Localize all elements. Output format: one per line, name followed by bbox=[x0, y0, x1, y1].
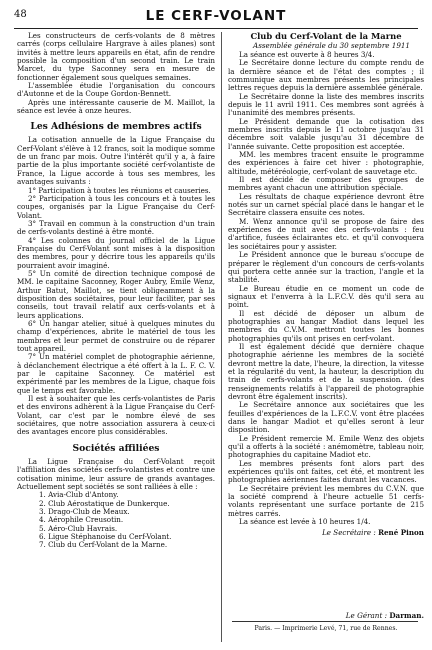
societe-item: 7. Club du Cerf-Volant de la Marne. bbox=[39, 540, 168, 550]
societe-item: 2. Club Aérostatique de Dunkerque. bbox=[39, 498, 170, 508]
minutes-paragraph: MM. les membres tracent ensuite le programme des expériences à faire cet hiver : photographie, altitude, météréologie, cerf-volant de sauvetage etc. bbox=[228, 150, 424, 176]
footer-rule bbox=[232, 621, 418, 622]
minutes-paragraph: Le Secrétaire donne la liste des membres inscrits depuis le 11 avril 1911. Ces membres sont agréés à l'unanimité des membres présents. bbox=[228, 91, 424, 118]
left-column bbox=[17, 32, 215, 648]
societes-intro: La Ligue Française du Cerf-Volant reçoit l'affiliation des sociétés cerfs-volantistes et contre une cotisation minime, leur assure de grands avantages. Actuellement sept sociétés se sont ralliées à elle : bbox=[17, 456, 215, 491]
minutes-paragraph: Il est également décidé que dernière chaque photographie aérienne les membres de la société devront mettre la date, l'heure, la direction, la vitesse et la régularité du vent, la hauteur, la description du train de cerfs-volants et de la suspension. (des renseignements relatifs à l'appareil de photographie devront être également inscrits). bbox=[228, 341, 424, 401]
minutes-paragraph: Le Bureau étudie en ce moment un code de signaux et l'enverra à la L.F.C.V. dès qu'il sera au point. bbox=[228, 283, 424, 310]
minutes-paragraph: Il est décidé de déposer un album de photographies au hangar Madiot dans lequel les membres du C.V.M. mettront toutes les bonnes photographies qu'ils ont prises en cerf-volant. bbox=[228, 308, 424, 343]
printer-line: Paris. — Imprimerie Levé, 71, rue de Rennes. bbox=[254, 625, 398, 632]
intro-paragraph: Après une intéressante causerie de M. Maillot, la séance est levée à onze heures. bbox=[17, 97, 215, 116]
advantage-item: 6° Un hangar atelier, situé à quelques minutes du champ d'expériences, abrite le matériel de tous les membres et leur permet de construire ou de réparer tout appareil. bbox=[17, 319, 215, 354]
signature-prefix: Le Secrétaire : bbox=[322, 527, 379, 537]
gerant-line bbox=[228, 611, 424, 620]
signature-name: René Pinon bbox=[378, 527, 424, 537]
column-divider bbox=[221, 32, 222, 642]
societe-item: 4. Aérophile Creusotin. bbox=[39, 515, 124, 525]
secretary-signature bbox=[228, 529, 424, 537]
advantage-item: 1° Participation à toutes les réunions et causeries. bbox=[28, 185, 211, 195]
advantage-item: 3° Travail en commun à la construction d'un train de cerfs-volants destiné à être monté. bbox=[17, 218, 215, 237]
club-heading: Club du Cerf-Volant de la Marne bbox=[250, 32, 402, 41]
societe-item: 6. Ligue Stéphanoise du Cerf-Volant. bbox=[39, 531, 172, 541]
minutes-paragraph: Le Secrétaire donne lecture du compte rendu de la dernière séance et de l'état des comptes ; il communique aux membres présents les principales lettres reçues depuis la dernière assemblée générale. bbox=[228, 58, 424, 93]
page-number: 48 bbox=[14, 9, 27, 20]
advantage-item: 2° Participation à tous les concours et à toutes les coupes, organisés par la Ligue Française du Cerf-Volant. bbox=[17, 193, 215, 220]
societes-heading: Sociétés affiliées bbox=[72, 442, 160, 454]
gerant-prefix: Le Gérant : bbox=[345, 611, 390, 620]
intro-paragraph: Les constructeurs de cerfs-volants de 8 mètres carrés (corps cellulaire Hargrave à ailes planes) sont invités à mettre leurs appareils en état, afin de rendre possible la composition d'un second train. Le train Marcet, du type Saconney sera en mesure de fonctionner également sous quelques semaines. bbox=[17, 32, 215, 82]
minutes-paragraph: Il est décidé de composer des groupes de membres ayant chacun une attribution spéciale. bbox=[228, 175, 424, 193]
advantage-item: 7° Un matériel complet de photographie aérienne, à déclanchement électrique a été offert à la L. F. C. V. par le capitaine Saconney. Ce matériel est expérimenté par les membres de la Ligue, chaque fois que le temps est favorable. bbox=[17, 352, 215, 395]
header-rule bbox=[14, 28, 418, 29]
minutes-paragraph: Le Secrétaire prévient les membres du C.V.N. que la société comprend à l'heure actuelle 51 cerfs-volants représentant une surface portante de 215 mètres carrés. bbox=[228, 483, 424, 518]
right-column bbox=[228, 32, 424, 607]
minutes-paragraph: Le Président annonce que le bureau s'occupe de préparer le règlement d'un concours de cerfs-volants qui portera cette année sur la traction, l'angle et la stabilité. bbox=[228, 250, 424, 285]
societe-item: 5. Aéro-Club Havrais. bbox=[39, 523, 118, 533]
minutes-paragraph: Le Secrétaire annonce aux sociétaires que les feuilles d'expériences de la L.F.C.V. vont être placées dans le hangar Madiot et qu'elles seront à leur disposition. bbox=[228, 400, 424, 435]
minutes-paragraph: La séance est ouverte à 8 heures 3/4. bbox=[239, 49, 375, 59]
page-header bbox=[14, 9, 418, 25]
adhesions-heading: Les Adhésions de membres actifs bbox=[30, 121, 202, 133]
adhesions-intro: La cotisation annuelle de la Ligue Française du Cerf-Volant s'élève à 12 francs, soit la modique somme de un franc par mois. Outre l'intérêt qu'il y a, à faire partie de la plus importante société cerf-volantiste de France, la Ligue accorde à tous ses membres, les avantages suivants : bbox=[17, 135, 215, 187]
assembly-subtitle: Assemblée générale du 30 septembre 1911 bbox=[253, 40, 410, 50]
societe-item: 1. Avia-Club d'Antony. bbox=[39, 490, 119, 500]
minutes-paragraph: M. Wenz annonce qu'il se propose de faire des expériences de nuit avec des cerfs-volants : feu d'artifice, fusées éclairantes etc. et qu'il convoquera les sociétaires pour y assister. bbox=[228, 216, 424, 251]
advantage-item: 4° Les colonnes du journal officiel de la Ligue Française du Cerf-Volant sont mises à la disposition des membres, pour y décrire tous les appareils qu'ils pourraient avoir imaginé. bbox=[17, 235, 215, 270]
intro-paragraph: L'assemblée étudie l'organisation du concours d'Autonne et de la Coupe Gordon-Bennett. bbox=[17, 81, 215, 99]
minutes-paragraph: Les résultats de chaque expérience devront être notés sur un carnet spécial placé dans le hangar et le Secrétaire classera ensuite ces notes. bbox=[228, 191, 424, 218]
minutes-paragraph: Le Président demande que la cotisation des membres inscrits depuis le 11 octobre jusqu'au 31 décembre soit valable jusqu'au 31 décembre de l'année suivante. Cette proposition est acceptée. bbox=[228, 116, 424, 151]
journal-title: LE CERF-VOLANT bbox=[145, 8, 287, 24]
minutes-paragraph: Le Président remercie M. Emile Wenz des objets qu'il a offerts à la société : anémomètre, tableau noir, photographies du capitaine Madiot etc. bbox=[228, 433, 424, 460]
minutes-paragraph: Les membres présents font alors part des expériences qu'ils ont faites, cet été, et montrent les photographies aériennes faites durant les vacances. bbox=[228, 458, 424, 485]
advantage-item: Il est à souhaiter que les cerfs-volantistes de Paris et des environs adhèrent à la Ligue Française du Cerf-Volant, car c'est par le nombre élevé de ses sociétaires, que notre association assurera à ceux-ci des avantages encore plus considérables. bbox=[17, 394, 215, 437]
societe-item: 3. Drago-Club de Meaux. bbox=[39, 506, 130, 516]
minutes-paragraph: La séance est levée à 10 heures 1/4. bbox=[239, 517, 371, 527]
gerant-name: Darman. bbox=[389, 611, 424, 620]
advantage-item: 5° Un comité de direction technique composé de MM. le capitaine Saconney, Roger Aubry, Emile Wenz, Arthur Batut, Maillot, se tient obligeamment à la disposition des sociétaires, pour leur faciliter, par ses conseils, tout travail relatif aux cerfs-volants et à leurs applications. bbox=[17, 268, 215, 320]
